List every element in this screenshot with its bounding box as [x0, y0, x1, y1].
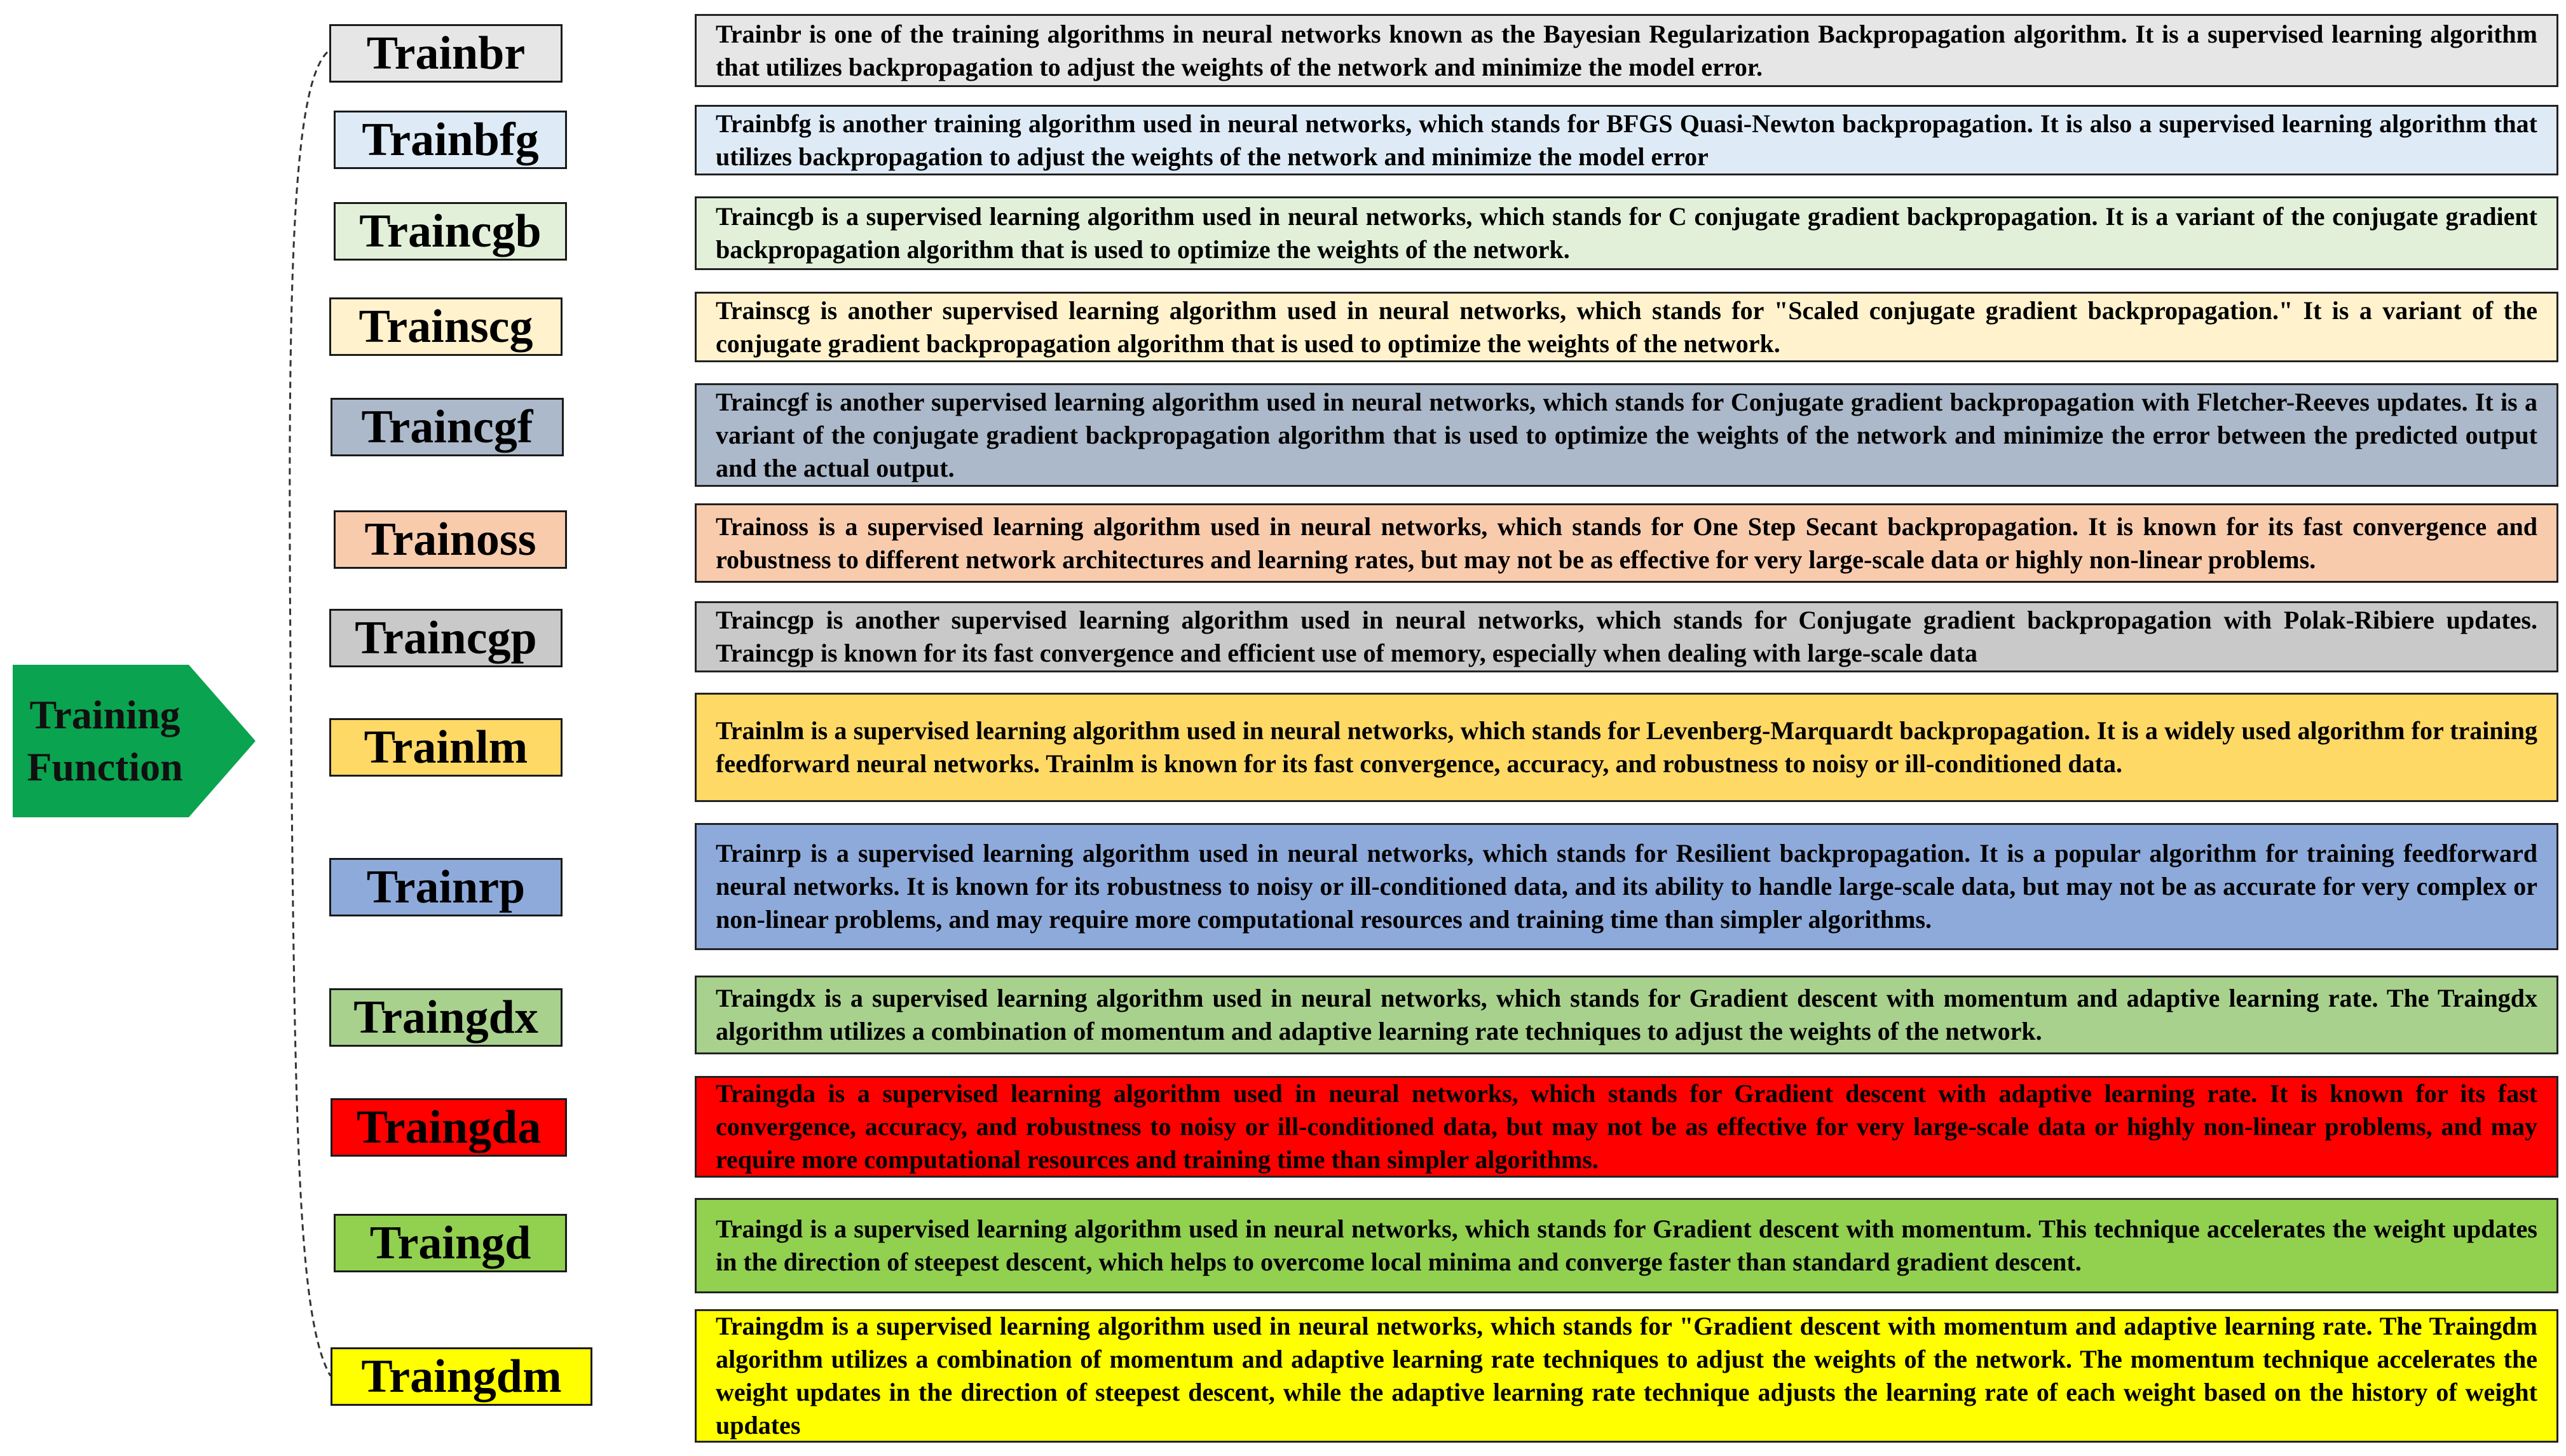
- description-box-trainscg: [695, 292, 2558, 362]
- description-box-traingda: [695, 1076, 2558, 1178]
- description-text-traincgp: Traincgp is another supervised learning algorithm used in neural networks, which stands for Conjugate gradient backpropagation with Polak-Ribiere updates. Traincgp is known for its fast convergence and efficient use of memory, especially when dealing with large-scale data: [716, 606, 2537, 667]
- description-box-traincgf: [695, 383, 2558, 487]
- description-box-traincgb: [695, 196, 2558, 270]
- description-text-traincgf: Traincgf is another supervised learning algorithm used in neural networks, which stands for Conjugate gradient backpropagation with Fletcher-Reeves updates. It is a variant of the conjugate gradient backpropagation algorithm that is used to optimize the weights of the network and minimize the error between the predicted output and the actual output.: [716, 387, 2537, 482]
- label-traingd: Traingd: [334, 1214, 567, 1272]
- training-function-label: Training Function: [27, 692, 183, 789]
- description-text-trainlm: Trainlm is a supervised learning algorithm used in neural networks, which stands for Levenberg-Marquardt backpropagation. It is a widely used algorithm for training feedforward neural networks. Trainlm is known for its fast convergence, accuracy, and robustness to noisy or ill-conditioned data.: [716, 716, 2537, 778]
- label-traincgp: Traincgp: [329, 609, 563, 667]
- description-box-traincgp: [695, 601, 2558, 672]
- description-box-trainbfg: [695, 105, 2558, 175]
- label-traingdm: Traingdm: [331, 1347, 592, 1406]
- description-text-trainoss: Trainoss is a supervised learning algorithm used in neural networks, which stands for One Step Secant backpropagation. It is known for its fast convergence and robustness to different network architectures and learning rates, but may not be as effective for very large-scale data or highly non-linear problems.: [716, 512, 2537, 574]
- label-trainscg: Trainscg: [329, 297, 563, 356]
- description-box-traingdx: [695, 976, 2558, 1054]
- label-traingda: Traingda: [331, 1098, 567, 1157]
- description-text-traingd: Traingd is a supervised learning algorithm used in neural networks, which stands for Gradient descent with momentum. This technique accelerates the weight updates in the direction of steepest descent, which helps to overcome local minima and converge faster than standard gradient descent.: [716, 1214, 2537, 1276]
- description-text-traingdx: Traingdx is a supervised learning algorithm used in neural networks, which stands for Gradient descent with momentum and adaptive learning rate. The Traingdx algorithm utilizes a combination of momentum and adaptive learning rate techniques to adjust the weights of the network.: [716, 984, 2537, 1045]
- label-traingdx: Traingdx: [329, 988, 563, 1047]
- description-box-trainlm: [695, 693, 2558, 802]
- description-text-trainbfg: Trainbfg is another training algorithm used in neural networks, which stands for BFGS Quasi-Newton backpropagation. It is also a supervised learning algorithm that utilizes backpropagation to adjust the weights of the network and minimize the model error: [716, 109, 2537, 171]
- description-box-traingdm: [695, 1309, 2558, 1443]
- label-trainbr: Trainbr: [329, 24, 563, 83]
- description-text-trainrp: Trainrp is a supervised learning algorithm used in neural networks, which stands for Resilient backpropagation. It is a popular algorithm for training feedforward neural networks. It is known for its robustness to noisy or ill-conditioned data, and its ability to handle large-scale data, but may not be as accurate for very complex or non-linear problems, and may require more computational resources and training time than simpler algorithms.: [716, 839, 2537, 934]
- description-box-trainoss: [695, 503, 2558, 583]
- description-text-traincgb: Traincgb is a supervised learning algorithm used in neural networks, which stands for C conjugate gradient backpropagation. It is a variant of the conjugate gradient backpropagation algorithm that is used to optimize the weights of the network.: [716, 202, 2537, 264]
- label-trainrp: Trainrp: [329, 858, 563, 916]
- label-trainlm: Trainlm: [329, 718, 563, 777]
- description-text-trainbr: Trainbr is one of the training algorithms in neural networks known as the Bayesian Regularization Backpropagation algorithm. It is a supervised learning algorithm that utilizes backpropagation to adjust the weights of the network and minimize the model error.: [716, 19, 2537, 81]
- description-text-traingdm: Traingdm is a supervised learning algorithm used in neural networks, which stands for "Gradient descent with momentum and adaptive learning rate. The Traingdm algorithm utilizes a combination of momentum and adaptive learning rate techniques to adjust the weights of the network. The momentum technique accelerates the weight updates in the direction of steepest descent, while the adaptive learning rate technique adjusts the learning rate of each weight based on the history of weight updates: [716, 1312, 2537, 1439]
- label-traincgf: Traincgf: [331, 398, 564, 456]
- label-trainoss: Trainoss: [334, 510, 567, 569]
- description-box-trainbr: [695, 14, 2558, 87]
- description-box-traingd: [695, 1198, 2558, 1293]
- description-text-trainscg: Trainscg is another supervised learning algorithm used in neural networks, which stands for "Scaled conjugate gradient backpropagation." It is a variant of the conjugate gradient backpropagation algorithm that is used to optimize the weights of the network.: [716, 296, 2537, 358]
- label-trainbfg: Trainbfg: [334, 111, 567, 169]
- description-box-trainrp: [695, 823, 2558, 950]
- label-traincgb: Traincgb: [334, 202, 567, 261]
- description-text-traingda: Traingda is a supervised learning algorithm used in neural networks, which stands for Gradient descent with adaptive learning rate. It is known for its fast convergence, accuracy, and robustness to noisy or ill-conditioned data, but may not be as effective for very large-scale data or highly non-linear problems, and may require more computational resources and training time than simpler algorithms.: [716, 1079, 2537, 1174]
